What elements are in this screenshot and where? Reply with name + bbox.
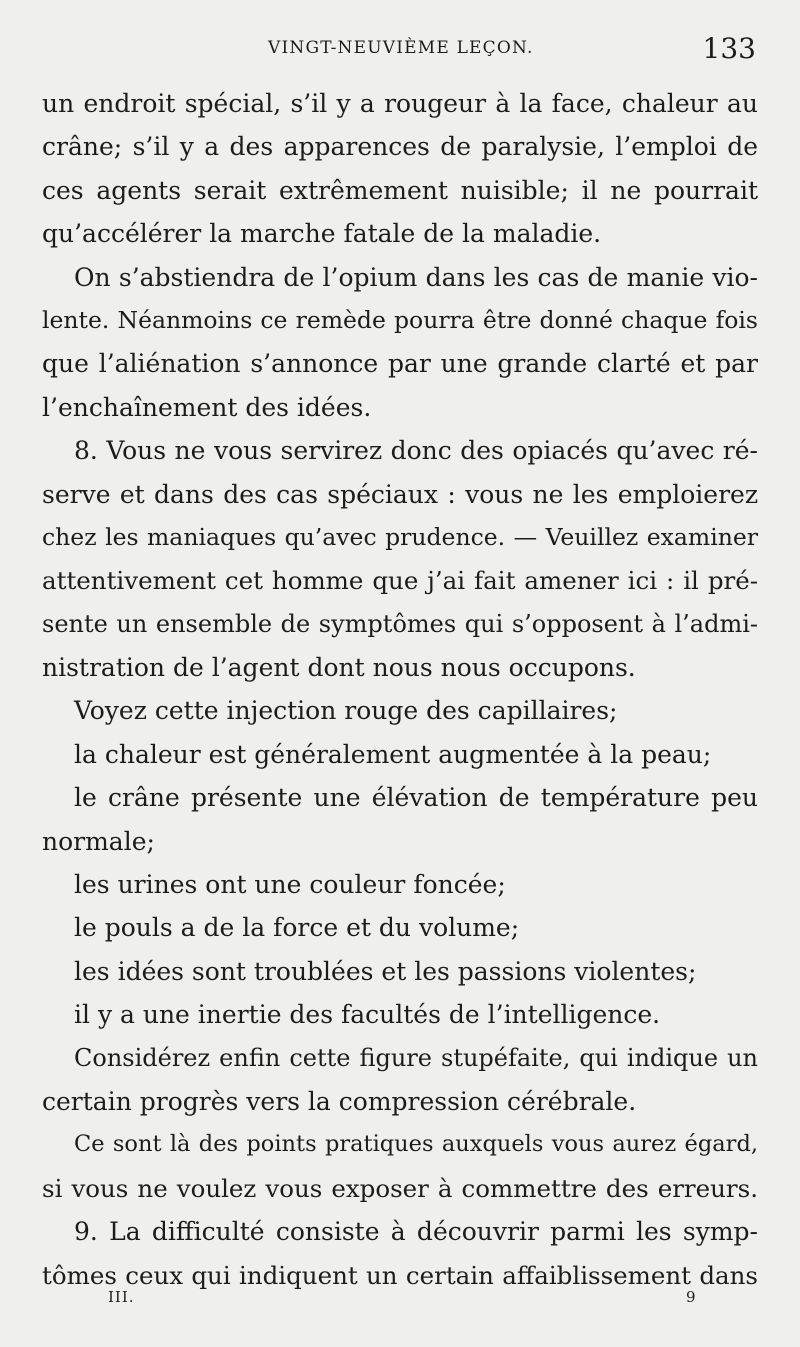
text-line: lente. Néanmoins ce remède pourra être donné chaque fois	[42, 305, 758, 334]
paragraph-start-line: On s’abstiendra de l’opium dans les cas de manie vio-	[74, 262, 758, 292]
symptom-list-item: la chaleur est généralement augmentée à la peau;	[74, 739, 712, 769]
symptom-list-item: les idées sont troublées et les passions violentes;	[74, 956, 697, 986]
page-number: 133	[702, 32, 756, 65]
text-line: tômes ceux qui indiquent un certain affaiblissement dans	[42, 1260, 758, 1290]
text-line: si vous ne voulez vous exposer à commettre des erreurs.	[42, 1173, 758, 1203]
paragraph-start-line: Considérez enfin cette figure stupéfaite, qui indique un	[74, 1043, 758, 1072]
symptom-list-item: le pouls a de la force et du volume;	[74, 913, 520, 943]
text-line: certain progrès vers la compression cérébrale.	[42, 1086, 637, 1116]
paragraph-start-line: 9. La difficulté consiste à découvrir parmi les symp-	[74, 1217, 758, 1247]
text-line: normale;	[42, 826, 155, 856]
text-line: l’enchaînement des idées.	[42, 392, 372, 422]
symptom-list-item: les urines ont une couleur foncée;	[74, 870, 506, 900]
text-line: sente un ensemble de symptômes qui s’opposent à l’admi-	[42, 609, 758, 638]
running-title: VINGT-NEUVIÈME LEÇON.	[268, 38, 534, 58]
page-header	[0, 32, 800, 72]
volume-signature: III.	[108, 1288, 135, 1306]
text-line: serve et dans des cas spéciaux : vous ne les emploierez	[42, 479, 758, 509]
text-line: que l’aliénation s’annonce par une grande clarté et par	[42, 349, 758, 379]
paragraph-start-line: 8. Vous ne vous servirez donc des opiacés qu’avec ré-	[74, 436, 758, 466]
text-line: un endroit spécial, s’il y a rougeur à la face, chaleur au	[42, 89, 758, 118]
body-text	[42, 82, 758, 1297]
paragraph-start-line: Ce sont là des points pratiques auxquels vous aurez égard,	[74, 1131, 758, 1158]
text-line: chez les maniaques qu’avec prudence. — Veuillez examiner	[42, 522, 758, 551]
symptom-list-item: le crâne présente une élévation de température peu	[74, 783, 758, 813]
text-line: crâne; s’il y a des apparences de paralysie, l’emploi de	[42, 132, 758, 162]
page-footer	[0, 1288, 800, 1318]
text-line: qu’accélérer la marche fatale de la maladie.	[42, 219, 602, 249]
symptom-list-item: Voyez cette injection rouge des capillaires;	[74, 696, 618, 726]
text-line: nistration de l’agent dont nous nous occupons.	[42, 653, 636, 683]
sheet-signature: 9	[686, 1288, 696, 1306]
symptom-list-item: il y a une inertie des facultés de l’intelligence.	[74, 1000, 661, 1030]
text-line: attentivement cet homme que j’ai fait amener ici : il pré-	[42, 566, 758, 596]
text-line: ces agents serait extrêmement nuisible; il ne pourrait	[42, 175, 758, 205]
